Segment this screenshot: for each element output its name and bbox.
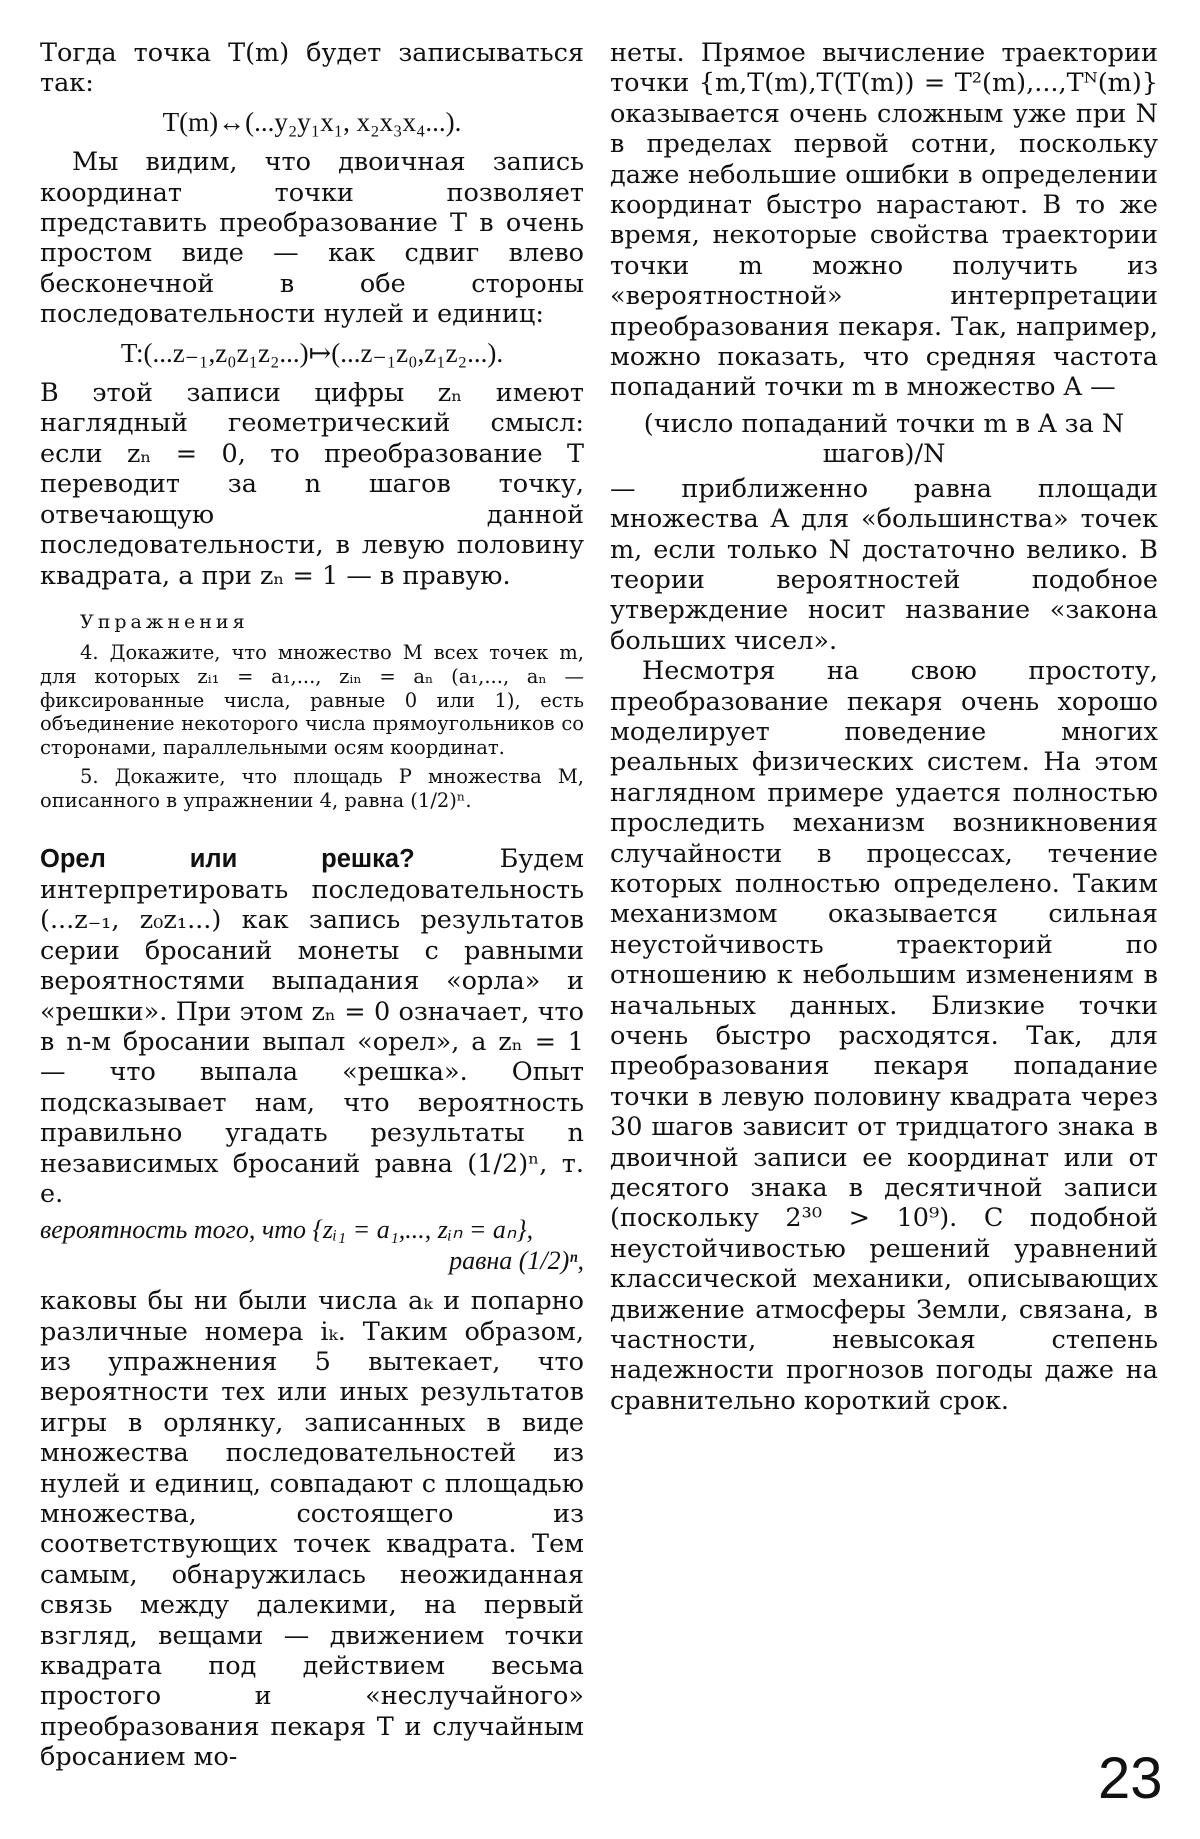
exercise-5: 5. Докажите, что площадь P множества M, описанного в упражнении 4, равна (1/2)ⁿ. [40,765,584,812]
paragraph-coin-toss [40,844,584,1209]
section-heading-heads-or-tails: Орел или решка? [40,845,415,874]
exercises-heading: Упражнения [80,610,249,633]
intro-text: Тогда точка T(m) будет записываться так: [40,38,584,99]
right-column [610,38,1158,1416]
paragraph-binary-shift: Мы видим, что двоичная запись координат точки позволяет представить преобразование T в очень простом виде — как сдвиг влево бесконечной в обе стороны последовательности нулей и единиц: [40,147,584,330]
formula-probability-line2: равна (1/2)ⁿ, [449,1245,584,1275]
paragraph-instability: Несмотря на свою простоту, преобразование пекаря очень хорошо моделирует поведение многих реальных физических систем. На этом наглядном примере удается полностью проследить механизм возникновения случайности в процессах, течение которых полностью определено. Таким механизмом оказывается сильная неустойчивость траекторий по отношению к небольшим изменениям в начальных данных. Близкие точки очень быстро расходятся. Так, для преобразования пекаря попадание точки в левую половину квадрата через 30 шагов зависит от тридцатого знака в двоичной записи ее координат или от десятого знака в десятичной записи (поскольку 2³⁰ > 10⁹). С подобной неустойчивостью решений уравнений классической механики, описывающих движение атмосферы Земли, связана, в частности, невысокая степень надежности прогнозов погоды даже на сравнительно короткий срок. [610,656,1158,1416]
formula-probability-line1: вероятность того, что {zᵢ₁ = a₁,..., zᵢₙ = aₙ}, [40,1215,534,1245]
paragraph-area-probability: каковы бы ни были числа aₖ и попарно различные номера iₖ. Таким образом, из упражнения 5 вытекает, что вероятности тех или иных результатов игры в орлянку, записанных в виде множества последовательностей из нулей и единиц, совпадают с площадью множества, состоящего из соответствующих точек квадрата. Тем самым, обнаружилась неожиданная связь между далекими, на первый взгляд, вещами — движением точки квадрата под действием весьма простого и «неслучайного» преобразования пекаря T и случайным бросанием мо- [40,1286,584,1773]
formula-frequency: (число попаданий точки m в A за N шагов)/N [643,408,1125,470]
left-column [40,38,584,1773]
page-number: 23 [1098,1746,1163,1811]
paragraph-coin-toss-text: Будем интерпретировать последовательность (...z₋₁, z₀z₁...) как запись результатов серии бросаний монеты с равными вероятностями выпадания «орла» и «решки». При этом zₙ = 0 означает, что в n-м бросании выпал «орел», а zₙ = 1 — что выпала «решка». Опыт подсказывает нам, что вероятность правильно угадать результаты n независимых бросаний равна (1/2)ⁿ, т. е. [40,844,585,1209]
paragraph-law-large-numbers: — приближенно равна площади множества A для «большинства» точек m, если только N достаточно велико. В теории вероятностей подобное утверждение носит название «закона больших чисел». [610,473,1158,656]
exercise-4: 4. Докажите, что множество M всех точек m, для которых zᵢ₁ = a₁,..., zᵢₙ = aₙ (a₁,..., aₙ — фиксированные числа, равные 0 или 1), есть объединение некоторого числа прямоугольников со сторонами, параллельными осям координат. [40,641,584,759]
formula-coordinates: T(m)↔(...y₂y₁x₁, x₂x₃x₄...). [162,106,462,137]
formula-probability [40,1215,584,1276]
paragraph-digit-meaning: В этой записи цифры zₙ имеют наглядный геометрический смысл: если zₙ = 0, то преобразование T переводит за n шагов точку, отвечающую данной последовательности, в левую половину квадрата, а при zₙ = 1 — в правую. [40,378,584,591]
paragraph-trajectory: неты. Прямое вычисление траектории точки {m,T(m),T(T(m)) = T²(m),...,Tᴺ(m)} оказывается очень сложным уже при N в пределах первой сотни, поскольку даже небольшие ошибки в определении координат быстро нарастают. В то же время, некоторые свойства траектории точки m можно получить из «вероятностной» интерпретации преобразования пекаря. Так, например, можно показать, что средняя частота попаданий точки m в множество A — [610,38,1158,403]
formula-shift-map: T:(...z₋₁,z₀z₁z₂...)↦(...z₋₁z₀,z₁z₂...). [120,337,504,368]
